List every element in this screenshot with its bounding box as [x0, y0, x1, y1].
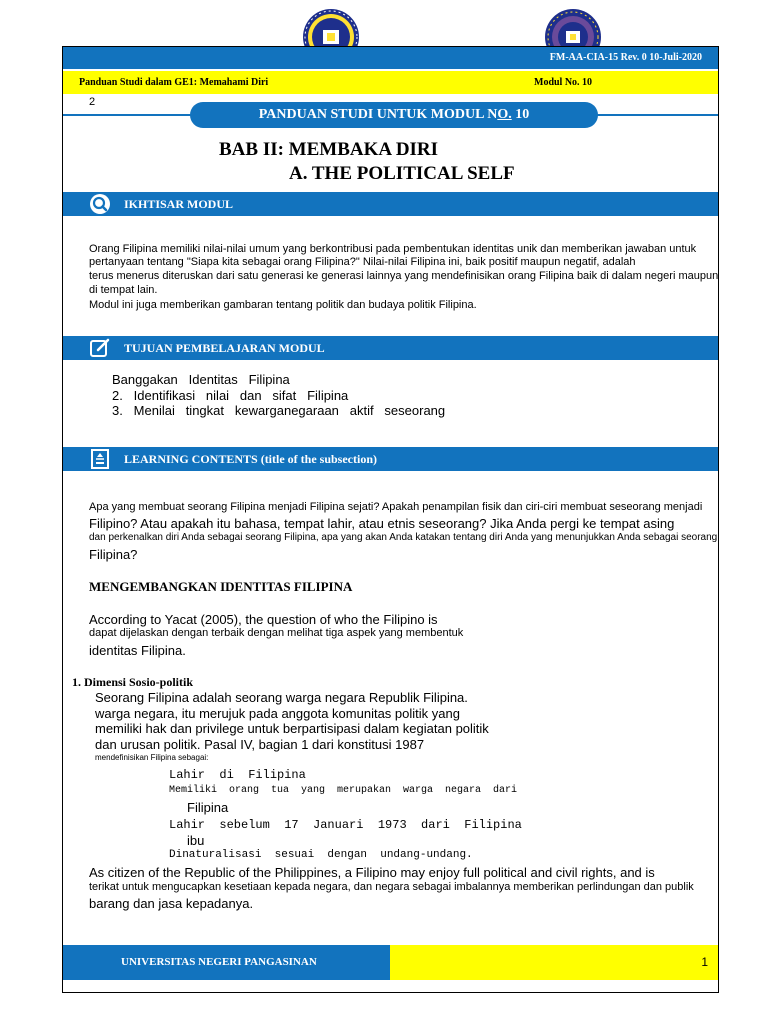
- dimension-line-5: mendefinisikan Filipina sebagai:: [95, 753, 209, 762]
- footer-page-bar: [390, 945, 718, 980]
- rights-line-1: As citizen of the Republic of the Philippines, a Filipino may enjoy full political and civil rights, and is: [89, 865, 655, 880]
- citizen-criterion-2: Memiliki orang tua yang merupakan warga negara dari: [169, 785, 518, 796]
- module-number: Modul No. 10: [534, 77, 593, 88]
- objective-2: 2. Identifikasi nilai dan sifat Filipina: [112, 388, 349, 403]
- yacat-line-3: identitas Filipina.: [89, 643, 186, 658]
- module-banner: [190, 102, 598, 128]
- rights-line-3: barang dan jasa kepadanya.: [89, 896, 254, 911]
- footer-university: UNIVERSITAS NEGERI PANGASINAN: [121, 956, 317, 968]
- citizen-criterion-1: Lahir di Filipina: [169, 768, 306, 782]
- footer-university-bar: [63, 945, 390, 980]
- dimension-heading: 1. Dimensi Sosio-politik: [72, 675, 194, 689]
- footer-page-number: 1: [701, 955, 708, 969]
- objective-3: 3. Menilai tingkat kewarganegaraan aktif seseorang: [112, 403, 446, 418]
- contents-section-title: LEARNING CONTENTS (title of the subsection): [124, 452, 378, 466]
- yacat-line-2: dapat dijelaskan dengan terbaik dengan melihat tiga aspek yang membentuk: [89, 627, 464, 639]
- guide-header-bar: [63, 71, 718, 94]
- overview-line-4: di tempat lain.: [89, 284, 158, 296]
- banner-underlined: O.: [497, 107, 512, 122]
- dimension-line-1: Seorang Filipina adalah seorang warga negara Republik Filipina.: [95, 690, 468, 705]
- contents-q1: Apa yang membuat seorang Filipina menjadi Filipina sejati? Apakah penampilan fisik dan ciri-ciri membuat seseorang menjadi: [89, 501, 703, 513]
- search-icon: [89, 193, 111, 215]
- contents-q4: Filipina?: [89, 547, 138, 562]
- citizen-criterion-3: Lahir sebelum 17 Januari 1973 dari Filipina: [169, 818, 522, 832]
- guide-title: Panduan Studi dalam GE1: Memahami Diri: [79, 77, 269, 88]
- form-code-bar: [63, 47, 718, 69]
- identity-heading: MENGEMBANGKAN IDENTITAS FILIPINA: [89, 579, 353, 594]
- chapter-subtitle: A. THE POLITICAL SELF: [289, 163, 515, 184]
- contents-section-bar: [63, 447, 718, 471]
- overview-section-bar: [63, 192, 718, 216]
- dimension-line-3: memiliki hak dan privilege untuk berpartisipasi dalam kegiatan politik: [95, 721, 489, 736]
- objectives-section-bar: [63, 336, 718, 360]
- citizen-criterion-4: Dinaturalisasi sesuai dengan undang-undang.: [169, 849, 473, 861]
- overview-line-5: Modul ini juga memberikan gambaran tentang politik dan budaya politik Filipina.: [89, 299, 477, 311]
- overview-section-title: IKHTISAR MODUL: [124, 197, 234, 211]
- banner-prefix: PANDUAN STUDI UNTUK MODUL N: [258, 107, 498, 122]
- document-icon: [89, 448, 111, 470]
- banner-suffix: 10: [511, 107, 530, 122]
- dimension-line-4: dan urusan politik. Pasal IV, bagian 1 dari konstitusi 1987: [95, 737, 425, 752]
- edit-icon: [89, 337, 111, 359]
- contents-q3: dan perkenalkan diri Anda sebagai seorang Filipina, apa yang akan Anda katakan tentang diri Anda yang menunjukkan Anda sebagai seorang: [89, 532, 718, 543]
- overview-line-3: terus menerus diteruskan dari satu generasi ke generasi lainnya yang mendefinisikan orang Filipina baik di dalam negeri maupun: [89, 270, 719, 282]
- objectives-section-title: TUJUAN PEMBELAJARAN MODUL: [124, 341, 325, 355]
- form-code: FM-AA-CIA-15 Rev. 0 10-Juli-2020: [549, 52, 702, 63]
- chapter-title: BAB II: MEMBAKA DIRI: [219, 139, 439, 160]
- rights-line-2: terikat untuk mengucapkan kesetiaan kepada negara, dan negara sebagai imbalannya memberikan perlindungan dan publik: [89, 881, 694, 893]
- objective-1: Banggakan Identitas Filipina: [112, 372, 290, 387]
- top-page-number: 2: [89, 96, 96, 108]
- overview-line-2: pertanyaan tentang "Siapa kita sebagai orang Filipina?" Nilai-nilai Filipina ini, baik positif maupun negatif, adalah: [89, 256, 636, 268]
- yacat-line-1: According to Yacat (2005), the question of who the Filipino is: [89, 612, 438, 627]
- contents-q2: Filipino? Atau apakah itu bahasa, tempat lahir, atau etnis seseorang? Jika Anda pergi ke tempat asing: [89, 516, 675, 531]
- dimension-line-2: warga negara, itu merujuk pada anggota komunitas politik yang: [95, 706, 460, 721]
- overview-line-1: Orang Filipina memiliki nilai-nilai umum yang berkontribusi pada pembentukan identitas unik dan memberikan jawaban untuk: [89, 243, 697, 255]
- citizen-criterion-3b: ibu: [187, 833, 205, 848]
- citizen-criterion-2b: Filipina: [187, 800, 229, 815]
